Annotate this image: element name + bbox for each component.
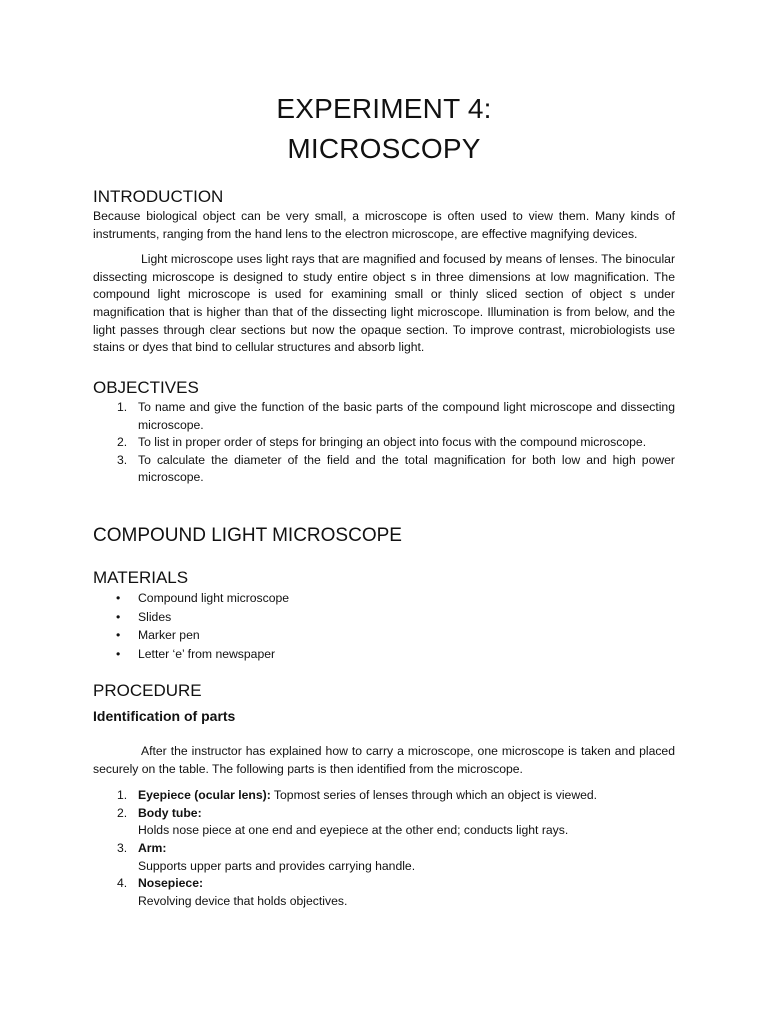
compound-section <box>93 524 675 548</box>
parts-list <box>93 787 675 910</box>
objective-text: To calculate the diameter of the field and the total magnification for both low and high power microscope. <box>138 452 675 485</box>
objective-item <box>93 399 675 434</box>
part-number: 4. <box>117 876 128 891</box>
part-description: Revolving device that holds objectives. <box>138 893 348 908</box>
bullet: • <box>116 628 121 642</box>
procedure-subheading: Identification of parts <box>93 708 236 724</box>
introduction-paragraph-2: Light microscope uses light rays that are magnified and focused by means of lenses. The binocular dissecting microscope is designed to study entire object s in three dimensions at low magnification. The compound light microscope is used for examining small or thinly sliced section of object s under magnification that is higher than that of the dissecting light microscope. Illumination is from below, and the light passes through clear sections but now the opaque section. To improve contrast, microbiologists use stains or dyes that bind to cellular structures and absorb light. <box>93 252 675 355</box>
procedure-heading: PROCEDURE <box>93 681 202 700</box>
bullet: • <box>116 591 121 605</box>
objective-item <box>93 434 675 452</box>
part-description: Supports upper parts and provides carrying handle. <box>138 858 416 873</box>
introduction-heading: INTRODUCTION <box>93 187 224 206</box>
objectives-heading: OBJECTIVES <box>93 378 199 397</box>
part-item <box>93 840 675 875</box>
objective-item <box>93 452 675 487</box>
objectives-section <box>93 377 675 487</box>
objective-number: 3. <box>117 452 128 467</box>
material-text: Slides <box>138 609 172 624</box>
introduction-paragraph-1: Because biological object can be very small, a microscope is often used to view them. Many kinds of instruments, ranging from the hand lens to the electron microscope, are effective magnifying devices. <box>93 209 675 241</box>
material-item <box>93 589 675 608</box>
objective-number: 2. <box>117 435 128 450</box>
compound-heading: COMPOUND LIGHT MICROSCOPE <box>93 525 402 546</box>
part-term: Arm: <box>138 840 167 855</box>
material-text: Marker pen <box>138 628 200 642</box>
part-description: Topmost series of lenses through which an object is viewed. <box>270 788 598 803</box>
procedure-section <box>93 680 675 910</box>
part-term: Eyepiece (ocular lens): <box>138 788 271 803</box>
part-number: 3. <box>117 840 128 855</box>
material-item <box>93 608 675 627</box>
introduction-section <box>93 186 675 357</box>
title-line-1: EXPERIMENT 4: <box>276 93 492 124</box>
material-item <box>93 626 675 645</box>
part-number: 1. <box>117 788 128 803</box>
part-item <box>93 787 675 805</box>
part-item <box>93 875 675 910</box>
title-line-2: MICROSCOPY <box>287 133 481 164</box>
materials-heading: MATERIALS <box>93 568 189 587</box>
materials-list <box>93 589 675 663</box>
materials-section <box>93 567 675 663</box>
bullet: • <box>116 609 121 624</box>
title-block <box>93 0 675 169</box>
objective-text: To list in proper order of steps for bringing an object into focus with the compound microscope. <box>138 435 647 450</box>
part-description: Holds nose piece at one end and eyepiece at the other end; conducts light rays. <box>138 823 569 838</box>
part-term: Nosepiece: <box>138 876 204 891</box>
objective-number: 1. <box>117 400 128 414</box>
part-number: 2. <box>117 805 128 820</box>
objective-text: To name and give the function of the basic parts of the compound light microscope and dissecting microscope. <box>138 400 675 432</box>
material-item <box>93 645 675 664</box>
part-term: Body tube: <box>138 805 202 820</box>
material-text: Letter ‘e’ from newspaper <box>138 646 276 661</box>
part-item <box>93 805 675 840</box>
material-text: Compound light microscope <box>138 591 290 605</box>
objectives-list <box>93 399 675 487</box>
bullet: • <box>116 646 121 661</box>
procedure-intro: After the instructor has explained how to carry a microscope, one microscope is taken and placed securely on the table. The following parts is then identified from the microscope. <box>93 744 675 776</box>
